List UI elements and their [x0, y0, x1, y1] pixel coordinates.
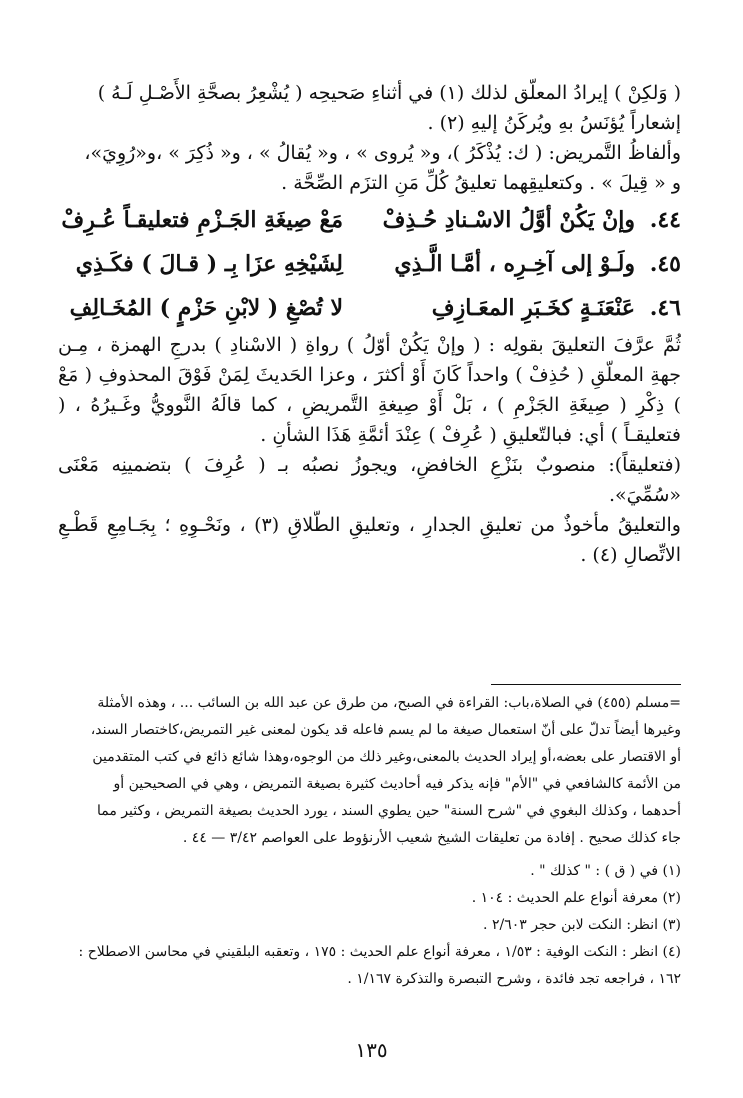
- footnote-separator: [491, 684, 681, 685]
- footnote-continuation-line: أحدهما ، وكذلك البغوي في "شرح السنة" حين يطوي السند ، يورد الحديث بصيغة التمريض ، وكثير مما: [97, 803, 681, 819]
- verse-number: ٤٦.: [649, 295, 681, 321]
- verse-45: [58, 242, 681, 286]
- footnote-4-continued: ١٦٢ ، فراجعه تجد فائدة ، وشرح التبصرة والتذكرة ١/١٦٧ .: [347, 971, 681, 987]
- footnote-continuation-line: وغيرها أيضاً تدلّ على أنّ استعمال صيغة ما لم يسم فاعله قد يكون لمعنى غير التمريض،كاختصار السند،: [90, 722, 681, 738]
- verse-first-hemistich: وإنْ يَكُنْ أوَّلُ الاسْـنادِ حُـذِفْ: [382, 207, 635, 233]
- verse-46: [58, 286, 681, 330]
- verse-first-hemistich: ولَـوْ إلى آخِـرِه ، أمَّـا الَّـذِي: [394, 251, 635, 277]
- footnote-1: (١) في ( ق ) : " كذلك " .: [530, 863, 681, 879]
- verse-number: ٤٤.: [649, 207, 681, 233]
- page-number: ١٣٥: [355, 1038, 388, 1062]
- verse-second-hemistich: لا تُصْغِ ( لابْنِ حَزْمٍ ) المُخَـالِفِ: [69, 295, 343, 321]
- text-line: ( وَلكِنْ ) إيرادُ المعلّق لذلك (١) في أثناءِ صَحيحِه ( يُشْعِرُ بصحَّةِ الأَصْـلِ لَـهُ ): [97, 82, 681, 104]
- footnote-3: (٣) انظر: النكت لابن حجر ٢/٦٠٣ .: [483, 917, 681, 933]
- text-line: و « قِيلَ » . وكتعليقِهما تعليقُ كُلِّ مَنِ التزَم الصِّحَّة .: [281, 172, 681, 194]
- verse-first-hemistich: عَنْعَنَـةٍ كخَـبَرِ المعَـازِفِ: [431, 295, 635, 321]
- verse-44: [58, 198, 681, 242]
- commentary-paragraph: ثُمَّ عرَّفَ التعليقَ بقولِه : ( وإنْ يَكُنْ أوّلُ ) رواةِ ( الاسْنادِ ) بدرجِ الهمزة ، مِـن جهةِ المعلّقِ ( حُذِفْ ) واحداً كَانَ أَوْ أكثرَ ، وعزا الحَديثَ لِمَنْ فَوْقَ المحذوفِ ( مَعْ ) ذِكْرِ ( صِيغَةِ الجَزْمِ ) ، بَلْ أَوْ صِيغةِ التَّمريضِ ، كما قالَهُ النَّوويُّ وغَـيرُهُ ، ( فتعليقـاً ) أي: فبالتّعليقِ ( عُرِفْ ) عِنْدَ أئمَّةِ هَذَا الشأنِ .: [58, 334, 681, 446]
- footnote-continuation-line: من الأئمة كالشافعي في "الأم" فإنه يذكر فيه أحاديث كثيرة بصيغة التمريض ، وهي في الصحيحين أو: [113, 776, 681, 792]
- footnote-continuation-line: =مسلم (٤٥٥) في الصلاة،باب: القراءة في الصبح، من طرق عن عبد الله بن السائب ... ، وهذه الأمثلة: [97, 695, 681, 711]
- verse-number: ٤٥.: [649, 251, 681, 277]
- verse-second-hemistich: لِشَيْخِهِ عزَا بِـ ( قـالَ ) فكَـذِي: [75, 251, 343, 277]
- commentary-paragraph: والتعليقُ مأخوذٌ من تعليقِ الجدارِ ، وتعليقِ الطَّلاقِ (٣) ، ونَحْـوِهِ ؛ بِجَـامِعِ قَطْـعِ الاتِّصالِ (٤) .: [58, 514, 681, 566]
- commentary-paragraph: (فتعليقاً): منصوبٌ بنَزْعِ الخافضِ، ويجوزُ نصبُه بـ ( عُرِفَ ) بتضمينِه مَعْنَى «سُمِّيَ».: [58, 454, 681, 506]
- text-line: إشعاراً يُؤنَسُ بهِ ويُركَنُ إليهِ (٢) .: [427, 112, 681, 134]
- footnote-4: (٤) انظر : النكت الوفية : ١/٥٣ ، معرفة أنواع علم الحديث : ١٧٥ ، وتعقبه البلقيني في محاسن الاصطلاح :: [78, 944, 681, 960]
- footnotes: [58, 690, 681, 993]
- text-line: وألفاظُ التَّمريض: ( ك: يُذْكَرُ )، و« يُروى » ، و« يُقالُ » ، و« ذُكِرَ » ،و«رُوِيَ»،: [84, 142, 681, 164]
- footnote-continuation-line: أو الاقتصار على بعضه،أو إيراد الحديث بالمعنى،وغير ذلك من الوجوه،وهذا شائع ذائع في كتب المتقدمين: [92, 749, 681, 765]
- footnote-2: (٢) معرفة أنواع علم الحديث : ١٠٤ .: [471, 890, 681, 906]
- verse-second-hemistich: مَعْ صِيغَةِ الجَـزْمِ فتعليقـاً عُـرِفْ: [61, 207, 343, 233]
- footnote-continuation-line: جاء كذلك صحيح . إفادة من تعليقات الشيخ شعيب الأرنؤوط على العواصم ٣/٤٢ — ٤٤ .: [182, 830, 681, 846]
